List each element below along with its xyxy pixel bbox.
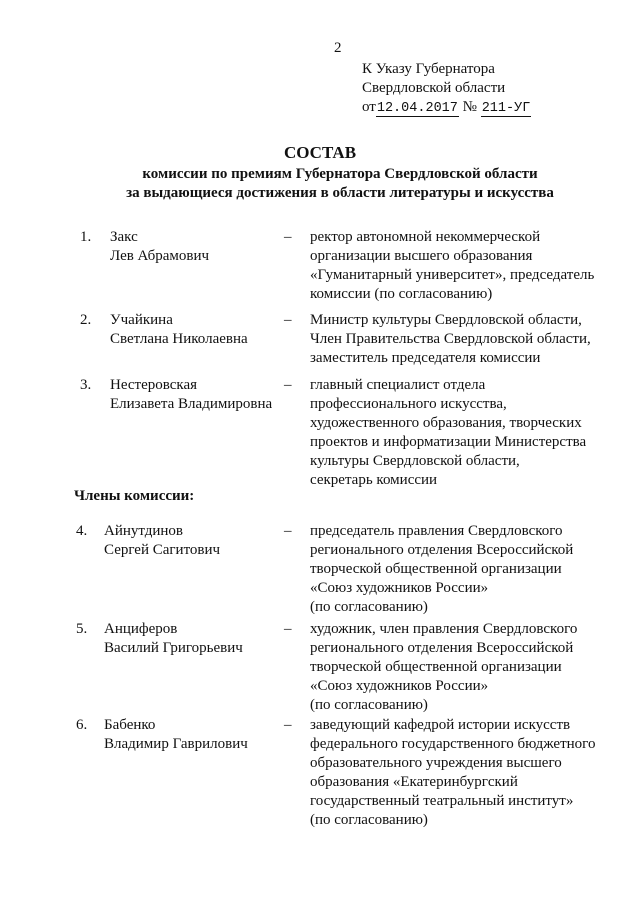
subtitle-line: комиссии по премиям Губернатора Свердловской области	[142, 166, 538, 182]
member-position	[310, 228, 610, 304]
member-name	[110, 376, 272, 414]
page-number: 2	[334, 40, 342, 56]
position-line: художник, член правления Свердловского	[310, 621, 578, 637]
member-surname: Учайкина	[110, 312, 173, 328]
member-given-name: Лев Абрамович	[110, 248, 210, 264]
position-line: государственный театральный институт»	[310, 793, 574, 809]
position-line: (по согласованию)	[310, 812, 428, 828]
member-number: 5.	[76, 621, 88, 637]
member-number: 6.	[76, 717, 88, 733]
member-position	[310, 620, 610, 715]
position-line: заместитель председателя комиссии	[310, 350, 541, 366]
date-prefix: от	[362, 99, 376, 115]
decree-date: 12.04.2017	[376, 101, 458, 116]
member-given-name: Светлана Николаевна	[110, 331, 248, 347]
position-line: ректор автономной некоммерческой	[310, 229, 541, 245]
position-line: «Союз художников России»	[310, 580, 489, 596]
position-line: заведующий кафедрой истории искусств	[310, 717, 571, 733]
dash-separator: –	[284, 312, 292, 328]
member-number: 2.	[80, 312, 92, 328]
member-surname: Бабенко	[104, 717, 156, 733]
member-surname: Анциферов	[104, 621, 178, 637]
member-number: 1.	[80, 229, 92, 245]
position-line: культуры Свердловской области,	[310, 453, 520, 469]
member-position	[310, 376, 610, 490]
document-subtitle	[80, 165, 600, 203]
member-position	[310, 311, 610, 368]
position-line: регионального отделения Всероссийской	[310, 640, 574, 656]
dash-separator: –	[284, 717, 292, 733]
position-line: «Союз художников России»	[310, 678, 489, 694]
member-surname: Айнутдинов	[104, 523, 184, 539]
position-line: Член Правительства Свердловской области,	[310, 331, 591, 347]
annex-header	[362, 60, 531, 118]
decree-number: 211-УГ	[481, 101, 531, 116]
member-position	[310, 522, 610, 617]
member-name	[104, 716, 248, 754]
dash-separator: –	[284, 229, 292, 245]
member-number: 3.	[80, 377, 92, 393]
dash-separator: –	[284, 621, 292, 637]
position-line: председатель правления Свердловского	[310, 523, 563, 539]
position-line: (по согласованию)	[310, 599, 428, 615]
number-prefix: №	[462, 99, 477, 115]
section-heading: Члены комиссии:	[74, 488, 195, 504]
position-line: «Гуманитарный университет», председатель	[310, 267, 595, 283]
member-number: 4.	[76, 523, 88, 539]
member-surname: Закс	[110, 229, 138, 245]
position-line: художественного образования, творческих	[310, 415, 582, 431]
member-surname: Нестеровская	[110, 377, 198, 393]
position-line: образования «Екатеринбургский	[310, 774, 518, 790]
position-line: творческой общественной организации	[310, 659, 562, 675]
annex-line-2: Свердловской области	[362, 80, 506, 96]
dash-separator: –	[284, 523, 292, 539]
member-position	[310, 716, 610, 830]
subtitle-line: за выдающиеся достижения в области литературы и искусства	[126, 185, 554, 201]
position-line: регионального отделения Всероссийской	[310, 542, 574, 558]
position-line: секретарь комиссии	[310, 472, 438, 488]
member-name	[110, 228, 209, 266]
annex-line-1: К Указу Губернатора	[362, 61, 495, 77]
member-given-name: Сергей Сагитович	[104, 542, 221, 558]
position-line: образовательного учреждения высшего	[310, 755, 562, 771]
dash-separator: –	[284, 377, 292, 393]
position-line: федерального государственного бюджетного	[310, 736, 596, 752]
document-title: СОСТАВ	[283, 143, 357, 162]
position-line: комиссии (по согласованию)	[310, 286, 493, 302]
member-name	[104, 620, 243, 658]
member-given-name: Василий Григорьевич	[104, 640, 243, 656]
position-line: организации высшего образования	[310, 248, 533, 264]
position-line: (по согласованию)	[310, 697, 428, 713]
member-given-name: Елизавета Владимировна	[110, 396, 273, 412]
position-line: профессионального искусства,	[310, 396, 507, 412]
member-given-name: Владимир Гаврилович	[104, 736, 248, 752]
member-name	[104, 522, 220, 560]
position-line: проектов и информатизации Министерства	[310, 434, 587, 450]
member-name	[110, 311, 248, 349]
position-line: Министр культуры Свердловской области,	[310, 312, 582, 328]
position-line: главный специалист отдела	[310, 377, 486, 393]
position-line: творческой общественной организации	[310, 561, 562, 577]
annex-date-line	[362, 98, 531, 118]
